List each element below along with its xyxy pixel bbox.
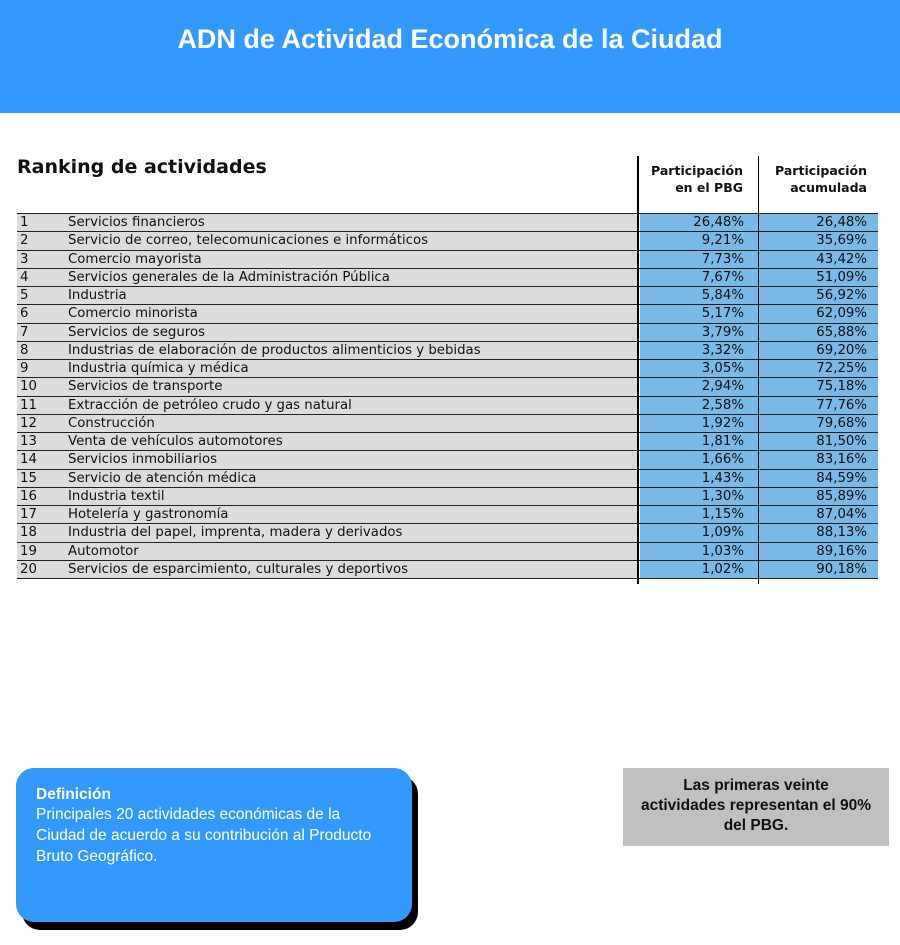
rank-cell: 19 [20, 543, 37, 559]
activity-cell: Industrias de elaboración de productos alimenticios y bebidas [68, 342, 481, 358]
table-row [17, 470, 878, 488]
pbg-cell: 5,84% [640, 287, 760, 304]
activity-cell: Industria textil [68, 488, 165, 504]
definition-text: Principales 20 actividades económicas de la Ciudad de acuerdo a su contribución al Producto Bruto Geográfico. [36, 806, 372, 865]
acum-cell: 72,25% [760, 360, 878, 377]
table-row [17, 488, 878, 506]
rank-cell: 14 [20, 452, 37, 468]
pbg-cell: 3,79% [640, 324, 760, 341]
acum-cell: 88,13% [760, 524, 878, 541]
activity-cell: Automotor [68, 543, 139, 559]
table-row [17, 214, 878, 232]
pbg-cell: 1,81% [640, 433, 760, 450]
acum-cell: 84,59% [760, 470, 878, 487]
column-header-acumulada: Participación acumulada [775, 163, 867, 195]
rank-cell: 13 [20, 434, 37, 449]
rank-cell: 4 [20, 269, 29, 285]
pbg-cell: 1,09% [640, 524, 760, 541]
pbg-cell: 7,67% [640, 269, 760, 286]
pbg-cell: 1,02% [640, 561, 760, 578]
note-text: Las primeras veinte actividades representan el 90% del PBG. [640, 777, 872, 834]
acum-cell: 85,89% [760, 488, 878, 505]
rank-cell: 10 [20, 379, 37, 395]
acum-cell: 77,76% [760, 397, 878, 414]
table-row [17, 378, 878, 396]
pbg-cell: 1,43% [640, 470, 760, 487]
table-row [17, 561, 878, 579]
table-row [17, 543, 878, 561]
rank-cell: 18 [20, 525, 37, 541]
rank-cell: 17 [20, 507, 37, 522]
table-row [17, 506, 878, 524]
activity-cell: Servicios de seguros [68, 324, 206, 340]
rank-cell: 16 [20, 488, 37, 504]
activity-cell: Servicios de transporte [68, 379, 223, 395]
column-divider [758, 156, 759, 584]
rank-cell: 20 [20, 561, 37, 577]
rank-cell: 9 [20, 361, 29, 376]
pbg-cell: 1,66% [640, 451, 760, 468]
acum-cell: 89,16% [760, 543, 878, 560]
rank-cell: 1 [20, 215, 29, 230]
activity-cell: Servicios inmobiliarios [68, 452, 218, 468]
activity-cell: Hotelería y gastronomía [68, 507, 229, 522]
acum-cell: 51,09% [760, 269, 878, 286]
pbg-cell: 1,15% [640, 506, 760, 523]
table-row [17, 360, 878, 378]
acum-cell: 56,92% [760, 287, 878, 304]
rank-cell: 8 [20, 342, 29, 358]
table-row [17, 232, 878, 250]
pbg-cell: 1,03% [640, 543, 760, 560]
note-box [623, 768, 889, 846]
table-row [17, 342, 878, 360]
acum-cell: 65,88% [760, 324, 878, 341]
rank-cell: 2 [20, 233, 29, 249]
acum-cell: 87,04% [760, 506, 878, 523]
activity-cell: Servicios generales de la Administración Pública [68, 269, 390, 285]
pbg-cell: 1,92% [640, 415, 760, 432]
activity-cell: Venta de vehículos automotores [68, 434, 283, 449]
ranking-table [17, 213, 878, 579]
rank-cell: 3 [20, 251, 29, 267]
definition-title: Definición [36, 786, 111, 803]
page-title: ADN de Actividad Económica de la Ciudad [177, 24, 723, 54]
rank-cell: 7 [20, 324, 29, 340]
table-row [17, 269, 878, 287]
activity-cell: Servicio de correo, telecomunicaciones e informáticos [68, 233, 429, 249]
activity-cell: Industria [68, 288, 127, 303]
activity-cell: Servicios financieros [68, 215, 205, 230]
pbg-cell: 3,32% [640, 342, 760, 359]
acum-cell: 62,09% [760, 305, 878, 322]
activity-cell: Construcción [68, 415, 155, 431]
table-row [17, 324, 878, 342]
acum-cell: 83,16% [760, 451, 878, 468]
definition-box [16, 768, 412, 922]
activity-cell: Extracción de petróleo crudo y gas natural [68, 397, 352, 413]
pbg-cell: 9,21% [640, 232, 760, 249]
table-row [17, 451, 878, 469]
acum-cell: 43,42% [760, 251, 878, 268]
pbg-cell: 3,05% [640, 360, 760, 377]
rank-cell: 15 [20, 470, 37, 486]
activity-cell: Servicios de esparcimiento, culturales y deportivos [68, 561, 409, 577]
table-row [17, 287, 878, 305]
activity-cell: Industria del papel, imprenta, madera y derivados [68, 525, 403, 541]
acum-cell: 69,20% [760, 342, 878, 359]
pbg-cell: 2,94% [640, 378, 760, 395]
activity-cell: Comercio mayorista [68, 251, 202, 267]
acum-cell: 81,50% [760, 433, 878, 450]
rank-cell: 5 [20, 288, 29, 303]
column-divider [637, 156, 639, 584]
pbg-cell: 26,48% [640, 214, 760, 231]
activity-cell: Industria química y médica [68, 361, 249, 376]
table-row [17, 433, 878, 451]
rank-cell: 11 [20, 397, 37, 413]
column-header-pbg: Participación en el PBG [651, 163, 743, 195]
acum-cell: 79,68% [760, 415, 878, 432]
pbg-cell: 5,17% [640, 305, 760, 322]
page-header [0, 0, 900, 113]
pbg-cell: 7,73% [640, 251, 760, 268]
ranking-title: Ranking de actividades [17, 156, 267, 178]
table-row [17, 305, 878, 323]
rank-cell: 12 [20, 415, 37, 431]
table-row [17, 524, 878, 542]
activity-cell: Servicio de atención médica [68, 470, 257, 486]
acum-cell: 26,48% [760, 214, 878, 231]
table-row [17, 397, 878, 415]
table-row [17, 251, 878, 269]
acum-cell: 75,18% [760, 378, 878, 395]
acum-cell: 90,18% [760, 561, 878, 578]
pbg-cell: 2,58% [640, 397, 760, 414]
acum-cell: 35,69% [760, 232, 878, 249]
activity-cell: Comercio minorista [68, 306, 198, 322]
rank-cell: 6 [20, 306, 29, 322]
pbg-cell: 1,30% [640, 488, 760, 505]
table-row [17, 415, 878, 433]
